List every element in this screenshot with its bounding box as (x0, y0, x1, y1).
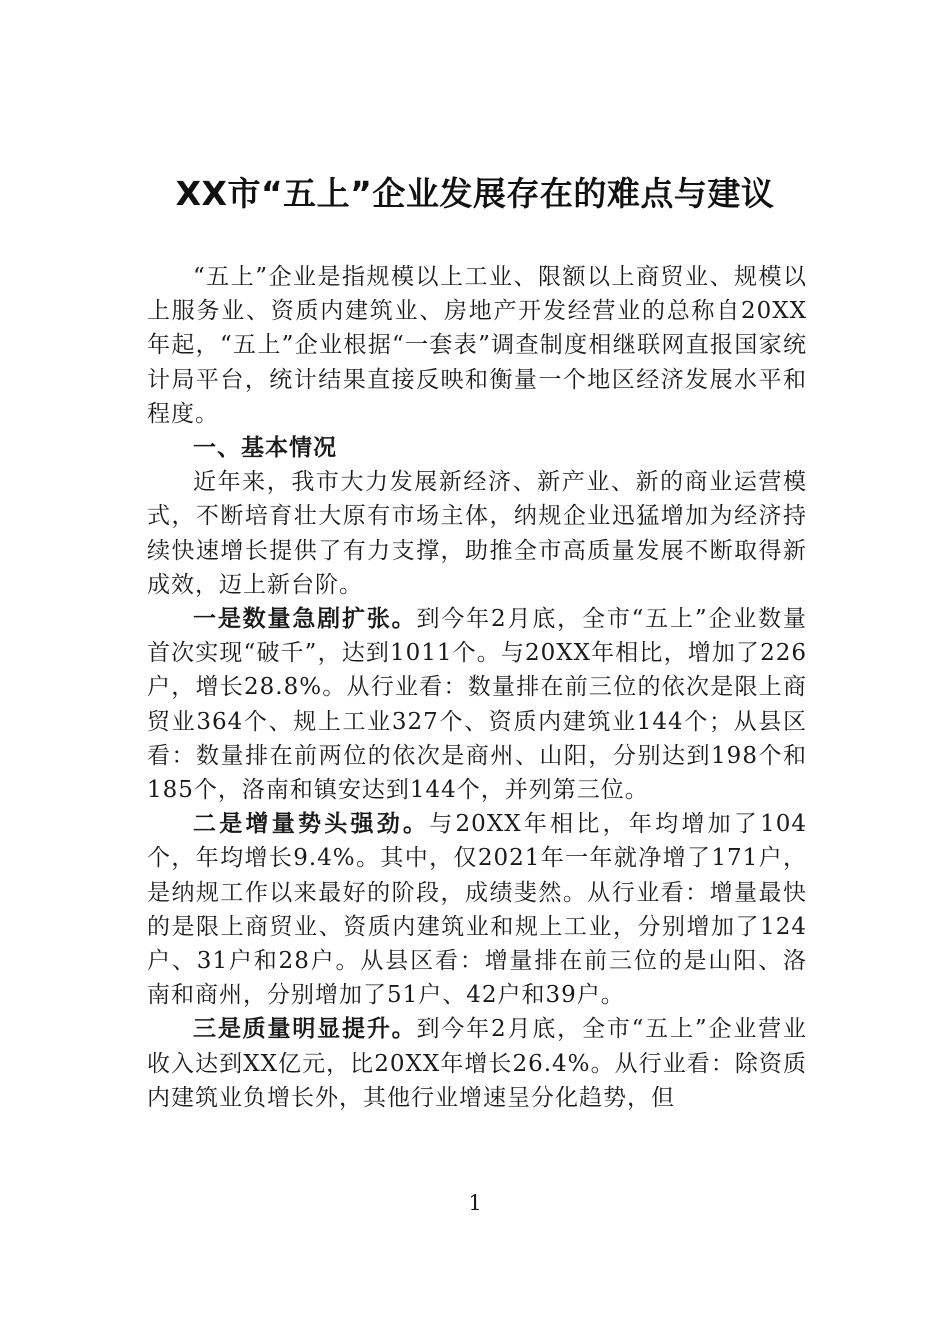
point-paragraph-1 (147, 602, 807, 807)
section-heading-basic-situation: 一、基本情况 (193, 435, 337, 462)
point-lead-3: 三是质量明显提升。 (193, 1016, 417, 1043)
page-number: 1 (468, 1191, 482, 1215)
point-text-2: 与20XX年相比，年均增加了104个，年均增长9.4%。其中，仅2021年一年就净增了171户，是纳规工作以来最好的阶段，成绩斐然。从行业看：增量最快的是限上商贸业、资质内建筑业和规上工业，分别增加了124户、31户和28户。从县区看：增量排在前三位的是山阳、洛南和商州，分别增加了51户、42户和39户。 (147, 811, 808, 1009)
point-text-1: 到今年2月底，全市“五上”企业数量首次实现“破千”，达到1011个。与20XX年相比，增加了226户，增长28.8%。从行业看：数量排在前三位的依次是限上商贸业364个、规上工业327个、资质内建筑业144个；从县区看：数量排在前两位的依次是商州、山阳，分别达到198个和185个，洛南和镇安达到144个，并列第三位。 (147, 606, 808, 804)
document-body (147, 260, 807, 1115)
document-title: XX市“五上”企业发展存在的难点与建议 (175, 174, 775, 213)
point-paragraph-3 (147, 1012, 807, 1115)
point-lead-2: 二是增量势头强劲。 (193, 811, 430, 838)
point-paragraph-2 (147, 807, 807, 1012)
section-paragraph: 近年来，我市大力发展新经济、新产业、新的商业运营模式，不断培育壮大原有市场主体，纳规企业迅猛增加为经济持续快速增长提供了有力支撑，助推全市高质量发展不断取得新成效，迈上新台阶。 (147, 469, 807, 598)
point-text-3: 到今年2月底，全市“五上”企业营业收入达到XX亿元，比20XX年增长26.4%。从行业看：除资质内建筑业负增长外，其他行业增速呈分化趋势，但 (147, 1016, 808, 1111)
intro-paragraph: “五上”企业是指规模以上工业、限额以上商贸业、规模以上服务业、资质内建筑业、房地产开发经营业的总称自20XX年起，“五上”企业根据“一套表”调查制度相继联网直报国家统计局平台，统计结果直接反映和衡量一个地区经济发展水平和程度。 (147, 264, 807, 427)
point-lead-1: 一是数量急剧扩张。 (193, 606, 417, 633)
